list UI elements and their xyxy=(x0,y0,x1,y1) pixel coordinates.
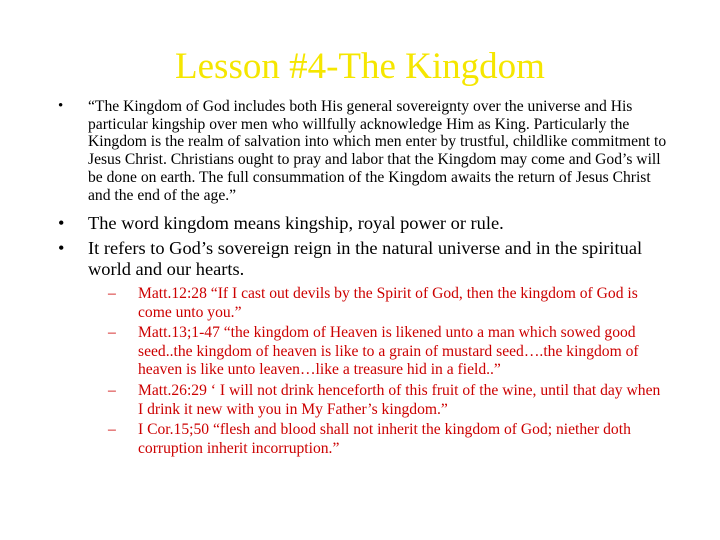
sub-bullet-text: Matt.13;1-47 “the kingdom of Heaven is likened unto a man which sowed good seed..the kingdom of heaven is like to a grain of mustard seed….the kingdom of heaven is like unto leaven…like a treasure hid in a field..” xyxy=(138,324,639,379)
bullet-text: The word kingdom means kingship, royal power or rule. xyxy=(88,213,504,234)
bullet-item xyxy=(58,213,668,235)
slide-body xyxy=(58,98,668,460)
sub-bullet-text: Matt.12:28 “If I cast out devils by the Spirit of God, then the kingdom of God is come unto you.” xyxy=(138,285,638,321)
slide-title: Lesson #4-The Kingdom xyxy=(175,46,545,87)
bullet-item xyxy=(58,238,668,281)
dash-mark: – xyxy=(108,381,116,399)
sub-bullet-list xyxy=(58,285,668,458)
sub-bullet-text: I Cor.15;50 “flesh and blood shall not inherit the kingdom of God; niether doth corruption inherit incorruption.” xyxy=(138,421,631,457)
dash-mark: – xyxy=(108,324,116,342)
dash-mark: – xyxy=(108,421,116,439)
dash-mark: – xyxy=(108,285,116,302)
bullet-mark: • xyxy=(58,213,65,234)
sub-bullet-item xyxy=(108,382,668,419)
bullet-item xyxy=(58,98,668,204)
sub-bullet-text: Matt.26:29 ‘ I will not drink henceforth of this fruit of the wine, until that day when I drink it new with you in My Father’s kingdom.” xyxy=(138,381,661,418)
sub-bullet-item xyxy=(108,421,668,458)
bullet-text: “The Kingdom of God includes both His general sovereignty over the universe and His particular kingship over men who willfully acknowledge Him as King. Particularly the Kingdom is the realm of salvation into which men enter by trustful, childlike commitment to Jesus Christ. Christians ought to pray and labor that the Kingdom may come and God’s will be done on earth. The full consummation of the Kingdom awaits the return of Jesus Christ and the end of the age.” xyxy=(88,98,667,204)
bullet-text: It refers to God’s sovereign reign in the natural universe and in the spiritual world and our hearts. xyxy=(88,237,643,280)
sub-bullet-item xyxy=(108,285,668,322)
bullet-mark: • xyxy=(58,237,65,258)
bullet-mark: • xyxy=(58,98,64,114)
sub-bullet-item xyxy=(108,324,668,380)
